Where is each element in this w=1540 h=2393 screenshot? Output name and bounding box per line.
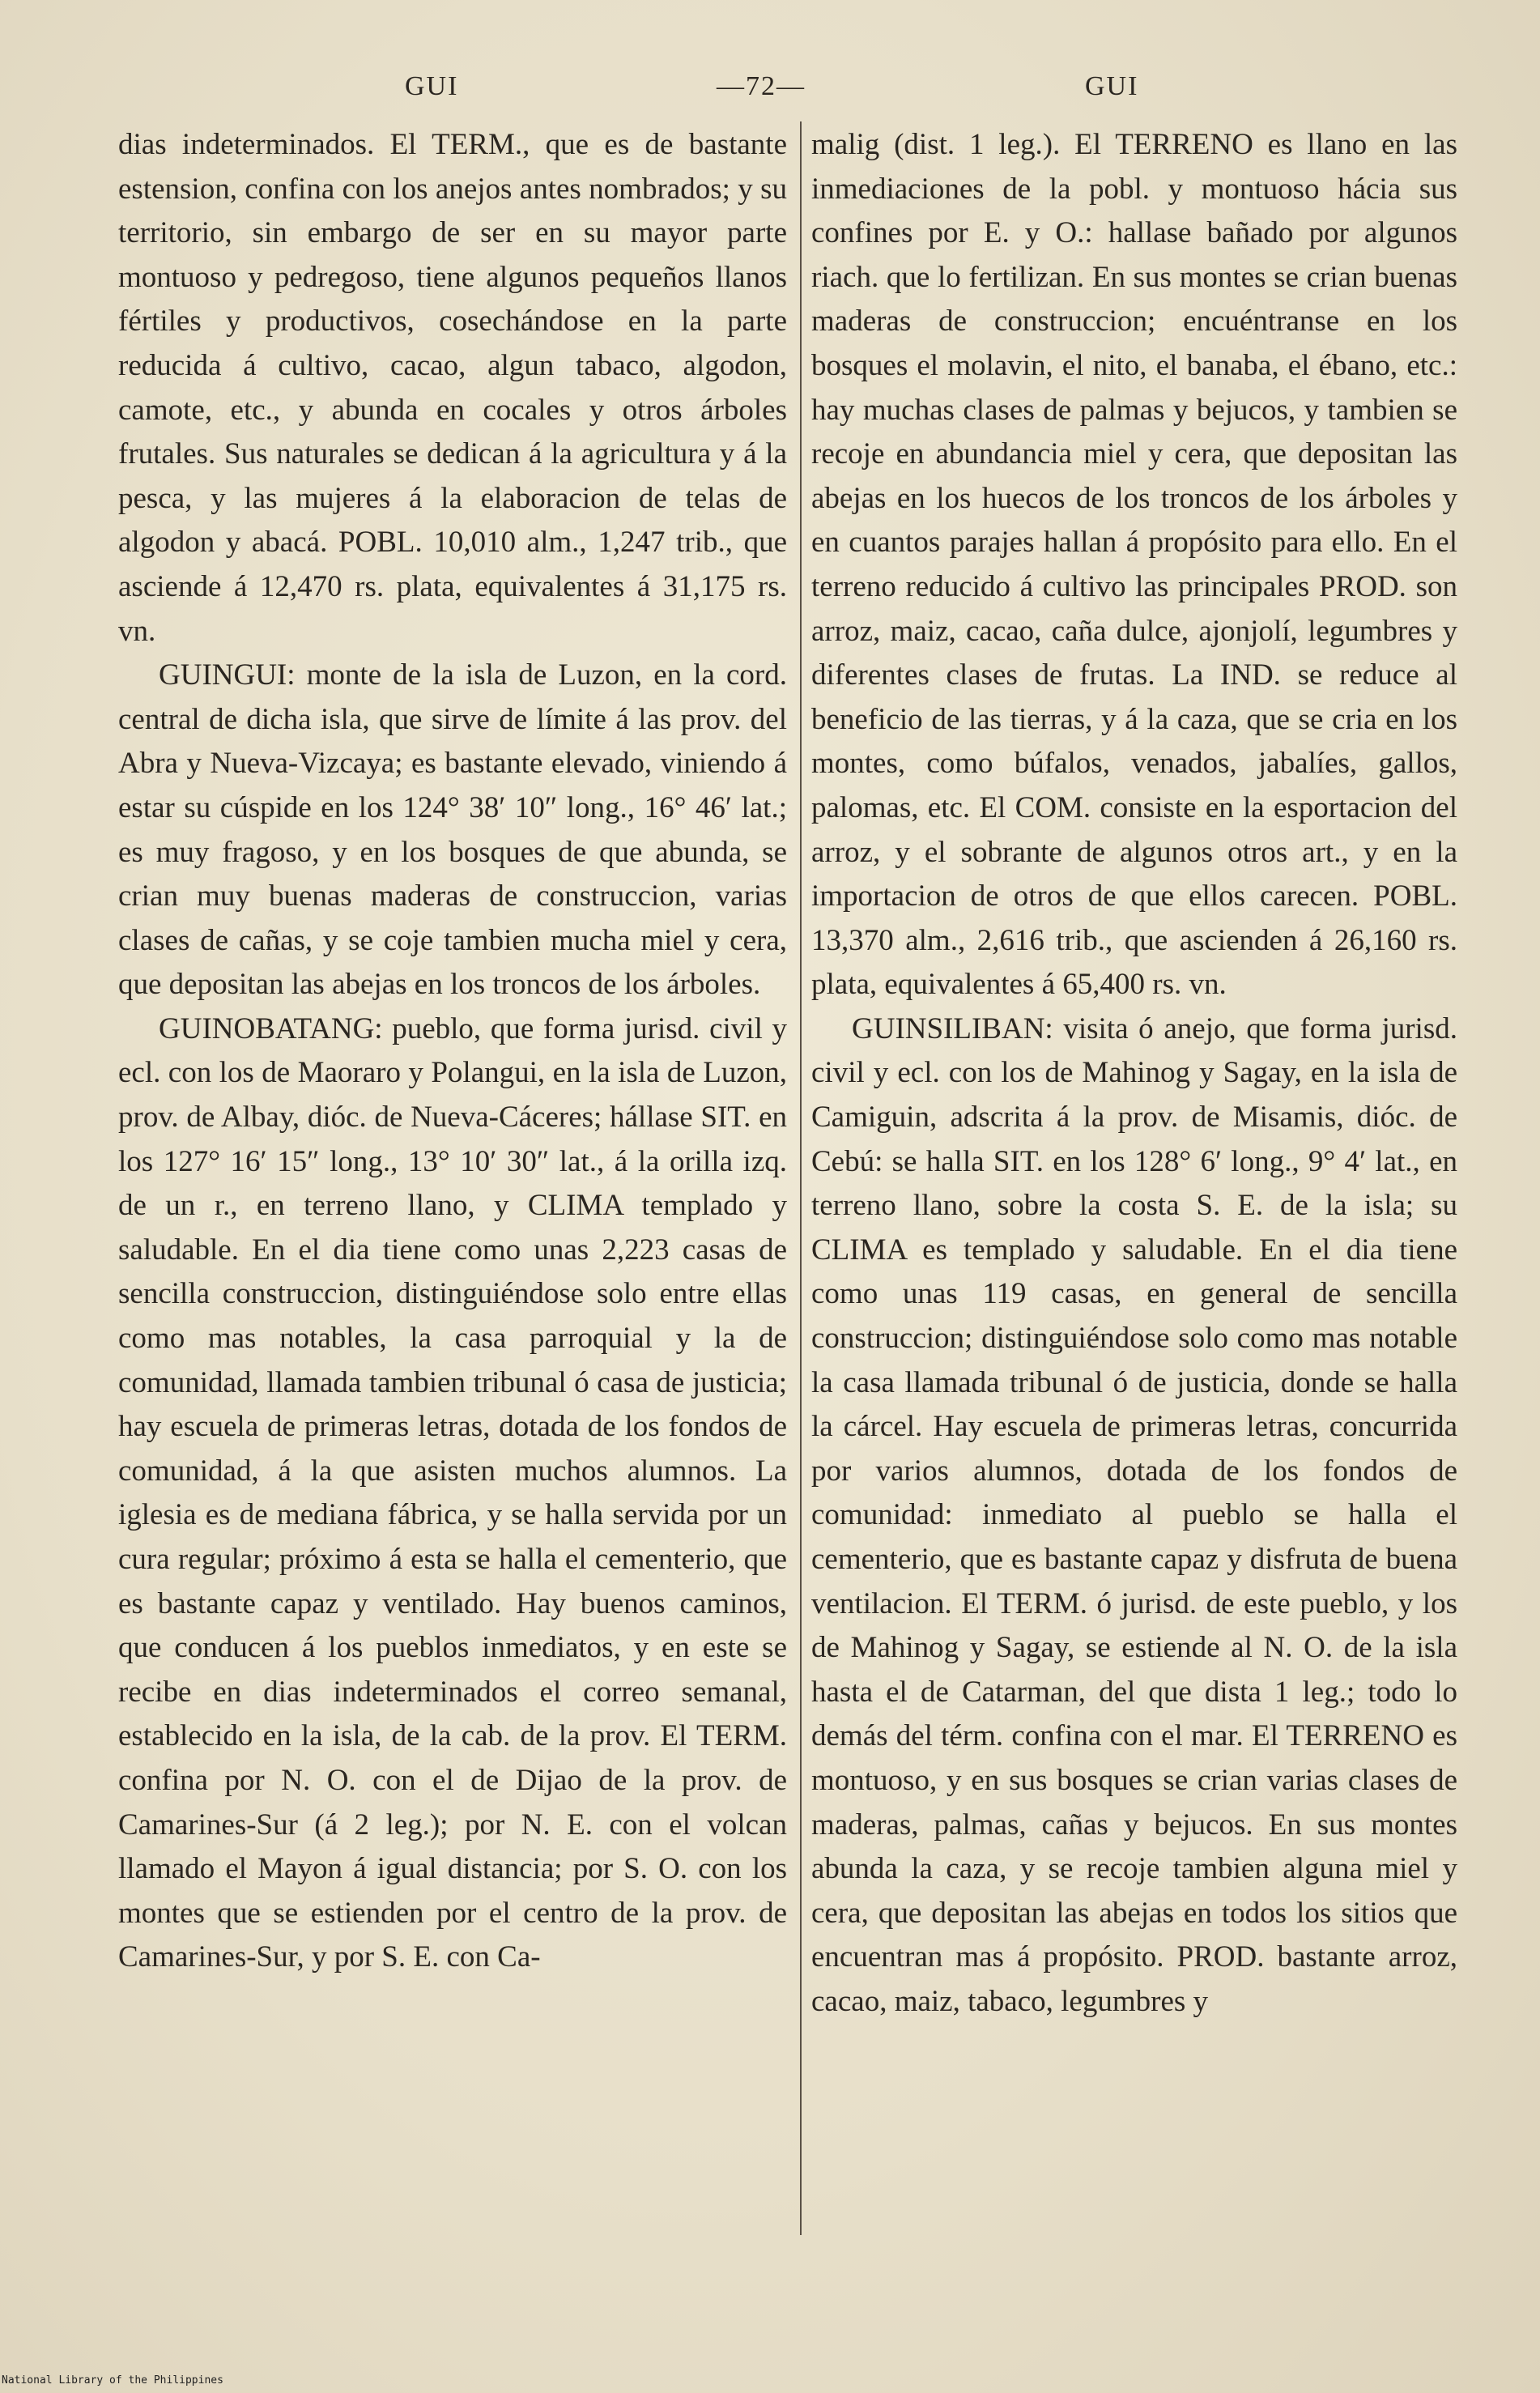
column-divider xyxy=(800,121,802,2235)
paragraph: GUINOBATANG: pueblo, que forma jurisd. civil y ecl. con los de Maoraro y Polangui, en la isla de Luzon, prov. de Albay, dióc. de Nueva-Cáceres; hállase SIT. en los 127° 16′ 15″ long., 13° 10′ 30″ lat., á la orilla izq. de un r., en terreno llano, y CLIMA templado y saludable. En el dia tiene como unas 2,223 casas de sencilla construccion, distinguiéndose solo entre ellas como mas notables, la casa parroquial y la de comunidad, llamada tambien tribunal ó casa de justicia; hay escuela de primeras letras, dotada de los fondos de comunidad, á la que asisten muchos alumnos. La iglesia es de mediana fábrica, y se halla servida por un cura regular; próximo á esta se halla el cementerio, que es bastante capaz y ventilado. Hay buenos caminos, que conducen á los pueblos inmediatos, y en este se recibe en dias indeterminados el correo semanal, establecido en la isla, de la cab. de la prov. El TERM. confina por N. O. con el de Dijao de la prov. de Camarines-Sur (á 2 leg.); por N. E. con el volcan llamado el Mayon á igual distancia; por S. O. con los montes que se estienden por el centro de la prov. de Camarines-Sur, y por S. E. con Ca- xyxy=(118,1011,787,1974)
header-left: GUI xyxy=(405,71,459,101)
library-credit: National Library of the Philippines xyxy=(2,2374,223,2387)
paragraph: malig (dist. 1 leg.). El TERRENO es llano en las inmediaciones de la pobl. y montuoso hácia sus confines por E. y O.: hallase bañado por algunos riach. que lo fertilizan. En sus montes se crian buenas maderas de construccion; encuéntranse en los bosques el molavin, el nito, el banaba, el ébano, etc.: hay muchas clases de palmas y bejucos, y tambien se recoje en abundancia miel y cera, que depositan las abejas en los huecos de los troncos de los árboles y en cuantos parajes hallan á propósito para ello. En el terreno reducido á cultivo las principales PROD. son arroz, maiz, cacao, caña dulce, ajonjolí, legumbres y diferentes clases de frutas. La IND. se reduce al beneficio de las tierras, y á la caza, que se cria en los montes, como búfalos, venados, jabalíes, gallos, palomas, etc. El COM. consiste en la esportacion del arroz, y el sobrante de algunos otros art., y en la importacion de otros de que ellos carecen. POBL. 13,370 alm., 2,616 trib., que ascienden á 26,160 rs. plata, equivalentes á 65,400 rs. vn. xyxy=(811,128,1457,1002)
paragraph: dias indeterminados. El TERM., que es de bastante estension, confina con los anejos antes nombrados; y su territorio, sin embargo de ser en su mayor parte montuoso y pedregoso, tiene algunos pequeños llanos fértiles y productivos, cosechándose en la parte reducida á cultivo, cacao, algun tabaco, algodon, camote, etc., y abunda en cocales y otros árboles frutales. Sus naturales se dedican á la agricultura y á la pesca, y las mujeres á la elaboracion de telas de algodon y abacá. POBL. 10,010 alm., 1,247 trib., que asciende á 12,470 rs. plata, equivalentes á 31,175 rs. vn. xyxy=(118,128,787,648)
running-header xyxy=(113,71,1441,112)
right-column xyxy=(811,123,1457,2269)
header-right: GUI xyxy=(1085,71,1139,101)
left-column xyxy=(118,123,787,2269)
paragraph: GUINGUI: monte de la isla de Luzon, en la cord. central de dicha isla, que sirve de límite á las prov. del Abra y Nueva-Vizcaya; es bastante elevado, viniendo á estar su cúspide en los 124° 38′ 10″ long., 16° 46′ lat.; es muy fragoso, y en los bosques de que abunda, se crian muy buenas maderas de construccion, varias clases de cañas, y se coje tambien mucha miel y cera, que depositan las abejas en los troncos de los árboles. xyxy=(118,658,787,1002)
page-number: —72— xyxy=(717,71,806,101)
paragraph: GUINSILIBAN: visita ó anejo, que forma jurisd. civil y ecl. con los de Mahinog y Sagay, en la isla de Camiguin, adscrita á la prov. de Misamis, dióc. de Cebú: se halla SIT. en los 128° 6′ long., 9° 4′ lat., en terreno llano, sobre la costa S. E. de la isla; su CLIMA es templado y saludable. En el dia tiene como unas 119 casas, en general de sencilla construccion; distinguiéndose solo como mas notable la casa llamada tribunal ó de justicia, donde se halla la cárcel. Hay escuela de primeras letras, concurrida por varios alumnos, dotada de los fondos de comunidad: inmediato al pueblo se halla el cementerio, que es bastante capaz y disfruta de buena ventilacion. El TERM. ó jurisd. de este pueblo, y los de Mahinog y Sagay, se estiende al N. O. de la isla hasta el de Catarman, del que dista 1 leg.; todo lo demás del térm. confina con el mar. El TERRENO es montuoso, y en sus bosques se crian varias clases de maderas, palmas, cañas y bejucos. En sus montes abunda la caza, y se recoje tambien alguna miel y cera, que depositan las abejas en todos los sitios que encuentran mas á propósito. PROD. bastante arroz, cacao, maiz, tabaco, legumbres y xyxy=(811,1011,1457,2018)
